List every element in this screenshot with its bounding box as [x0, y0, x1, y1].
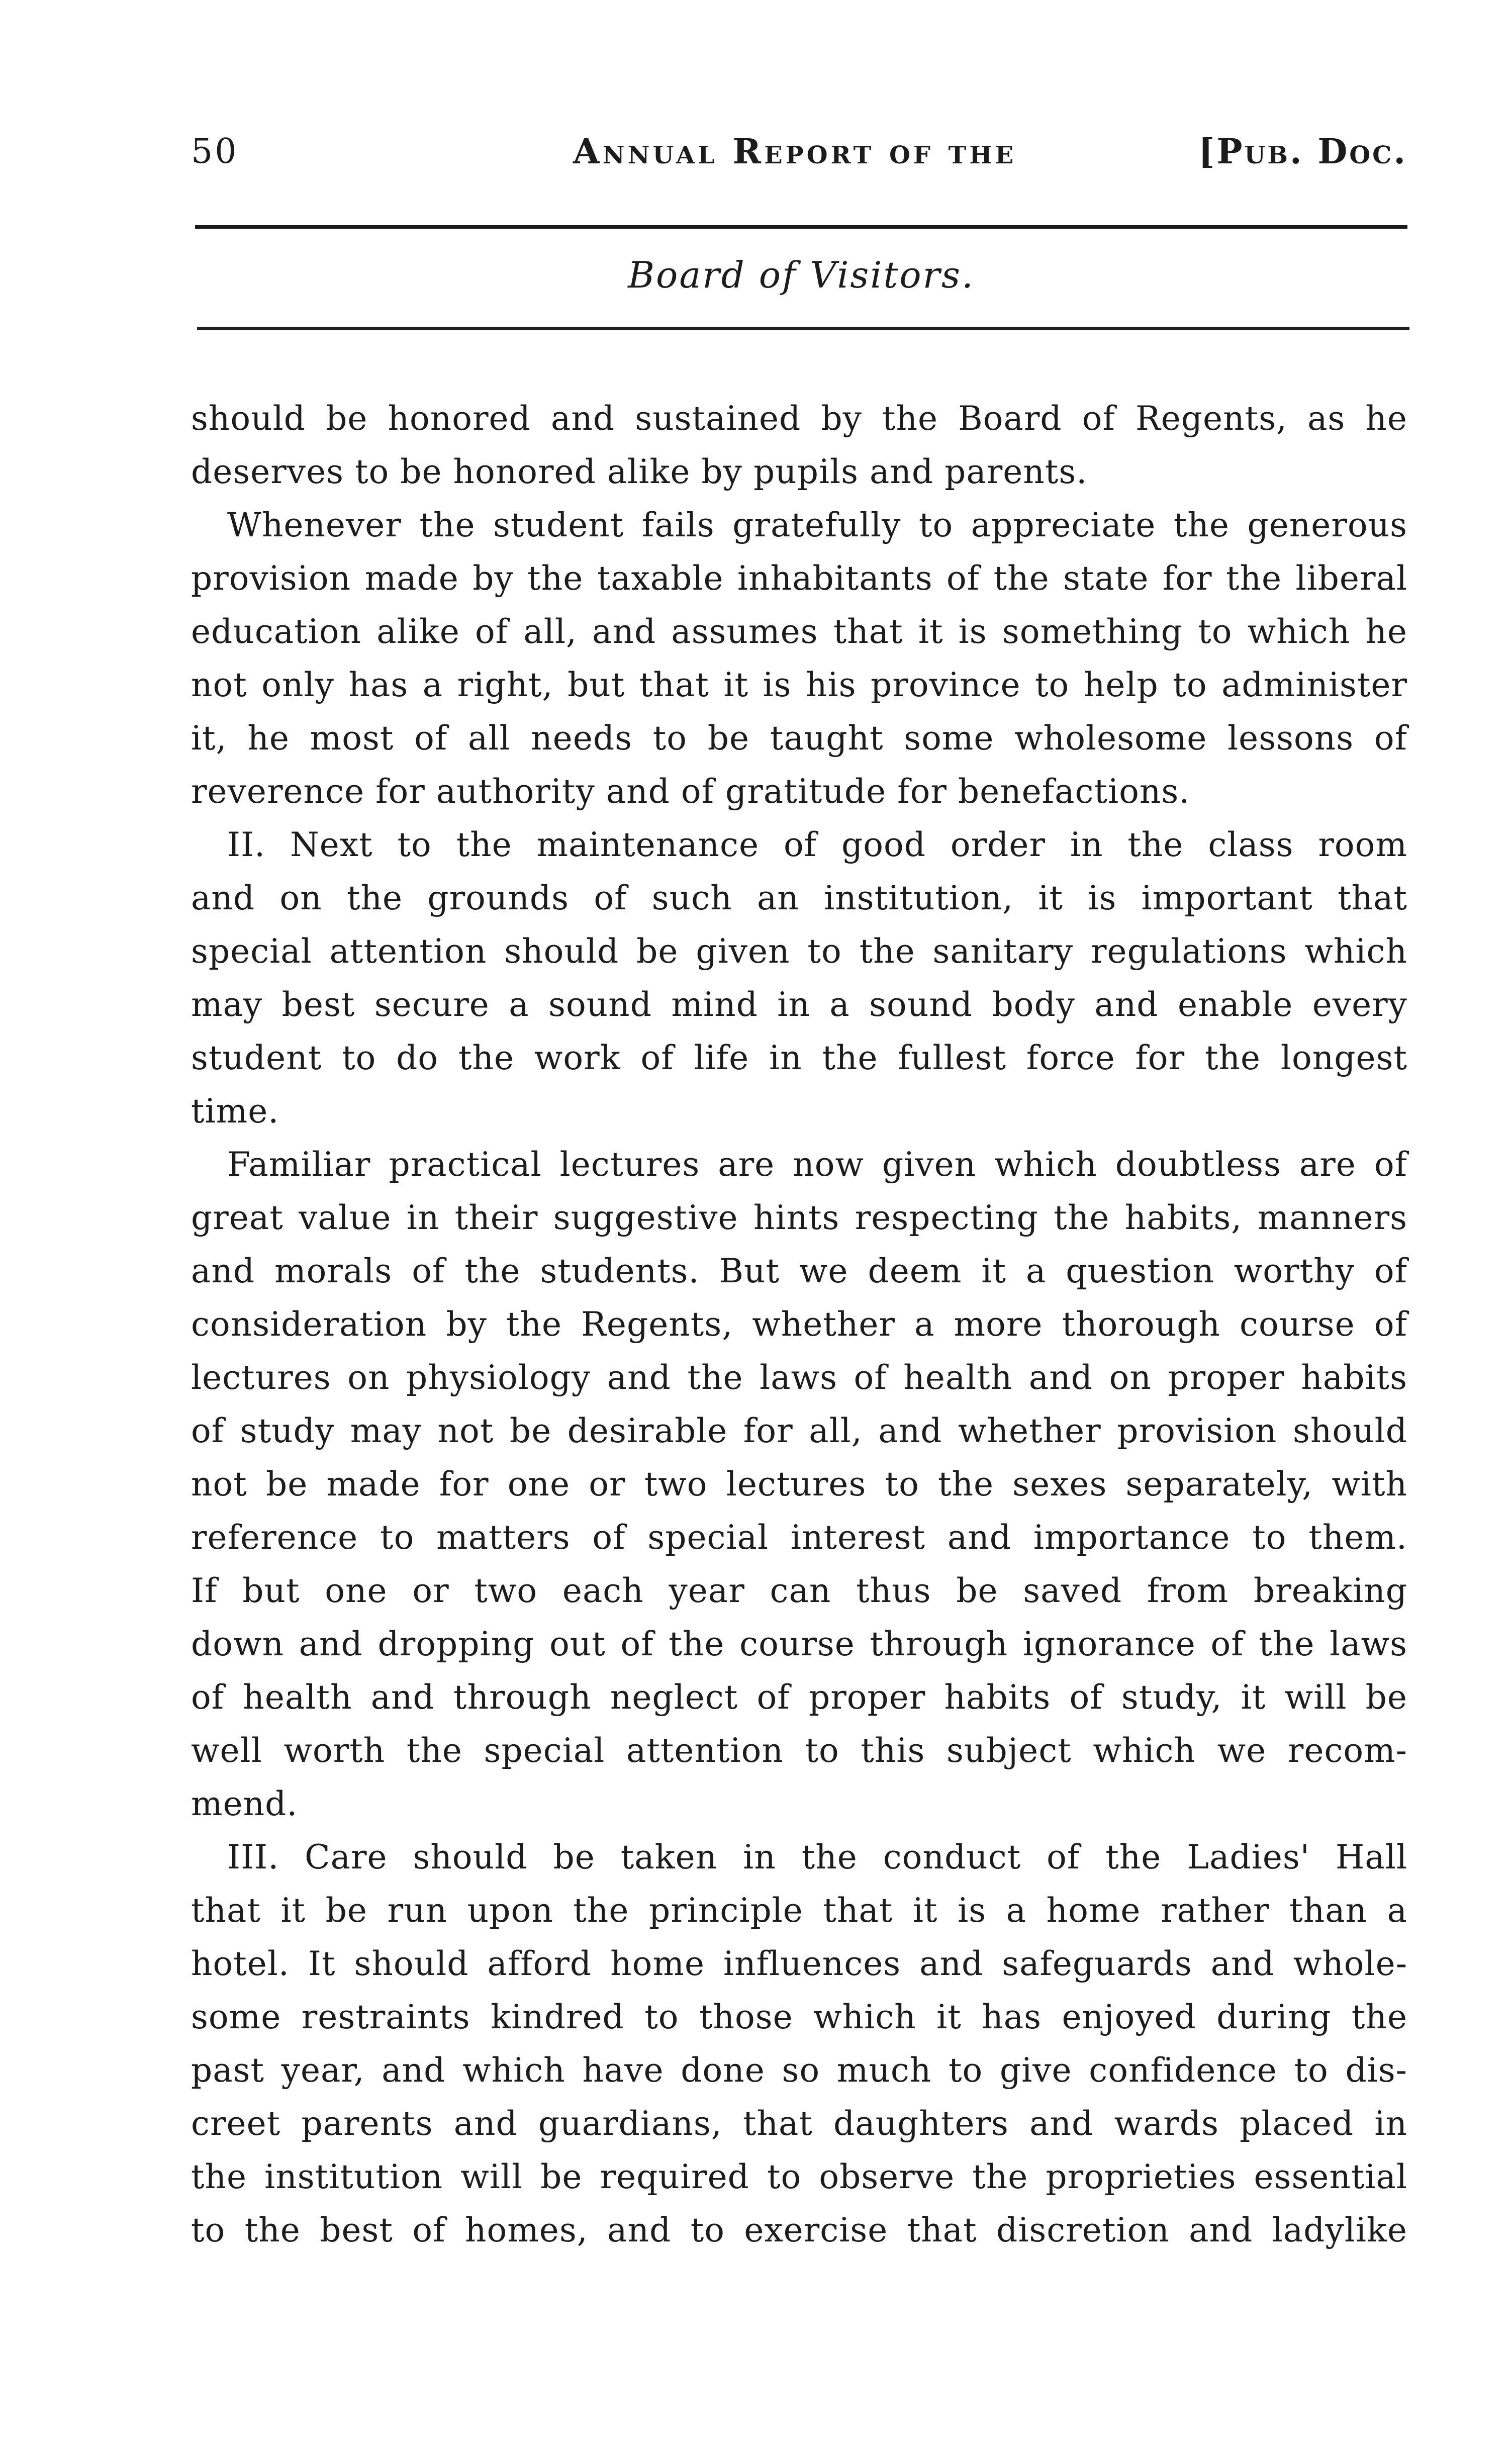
- text-line: not be made for one or two lectures to the sexes separately, with: [191, 1465, 1407, 1504]
- text-line: lectures on physiology and the laws of health and on proper habits: [191, 1358, 1407, 1397]
- text-line: special attention should be given to the sanitary regulations which: [191, 932, 1407, 971]
- text-line: III. Care should be taken in the conduct of the Ladies' Hall: [227, 1838, 1407, 1876]
- text-line: well worth the special attention to this subject which we recom-: [191, 1731, 1407, 1770]
- text-line: that it be run upon the principle that it is a home rather than a: [191, 1891, 1407, 1930]
- page-number: 50: [191, 132, 239, 171]
- text-line: some restraints kindred to those which it has enjoyed during the: [191, 1998, 1407, 2036]
- text-line: of study may not be desirable for all, and whether provision should: [191, 1412, 1407, 1450]
- text-line: reverence for authority and of gratitude for benefactions.: [191, 772, 1190, 811]
- text-line: Whenever the student fails gratefully to appreciate the generous: [227, 506, 1407, 544]
- document-reference: [Pub. Doc.: [1198, 132, 1407, 172]
- text-line: great value in their suggestive hints respecting the habits, manners: [191, 1198, 1407, 1237]
- text-line: II. Next to the maintenance of good order in the class room: [227, 825, 1407, 864]
- text-line: it, he most of all needs to be taught some wholesome lessons of: [191, 719, 1407, 758]
- text-line: to the best of homes, and to exercise that discretion and ladylike: [191, 2211, 1407, 2249]
- text-line: not only has a right, but that it is his province to help to administer: [191, 666, 1407, 704]
- text-line: the institution will be required to observe the proprieties essential: [191, 2157, 1407, 2196]
- text-line: consideration by the Regents, whether a more thorough course of: [191, 1305, 1407, 1344]
- running-title: Annual Report of the: [573, 132, 1017, 172]
- text-line: and morals of the students. But we deem it a question worthy of: [191, 1252, 1407, 1290]
- section-title: Board of Visitors.: [628, 254, 975, 296]
- text-line: down and dropping out of the course through ignorance of the laws: [191, 1625, 1407, 1663]
- header-rule-bottom: [197, 327, 1409, 330]
- text-line: If but one or two each year can thus be saved from breaking: [191, 1571, 1407, 1610]
- text-line: creet parents and guardians, that daughters and wards placed in: [191, 2104, 1407, 2143]
- text-line: reference to matters of special interest and importance to them.: [191, 1518, 1407, 1557]
- text-line: and on the grounds of such an institution, it is important that: [191, 879, 1407, 917]
- text-line: may best secure a sound mind in a sound body and enable every: [191, 985, 1407, 1024]
- text-line: Familiar practical lectures are now given which doubtless are of: [227, 1145, 1407, 1184]
- text-line: of health and through neglect of proper habits of study, it will be: [191, 1678, 1407, 1717]
- text-line: past year, and which have done so much to give confidence to dis-: [191, 2051, 1407, 2090]
- text-line: deserves to be honored alike by pupils and parents.: [191, 452, 1088, 491]
- text-line: provision made by the taxable inhabitants of the state for the liberal: [191, 559, 1407, 598]
- text-line: should be honored and sustained by the Board of Regents, as he: [191, 399, 1407, 438]
- header-rule-top: [195, 225, 1407, 229]
- body-text: [191, 392, 1407, 2257]
- text-line: mend.: [191, 1784, 298, 1823]
- text-line: time.: [191, 1092, 279, 1131]
- text-line: education alike of all, and assumes that it is something to which he: [191, 612, 1407, 651]
- text-line: hotel. It should afford home influences and safeguards and whole-: [191, 1944, 1407, 1983]
- text-line: student to do the work of life in the fullest force for the longest: [191, 1039, 1407, 1077]
- page-header: [191, 132, 1407, 177]
